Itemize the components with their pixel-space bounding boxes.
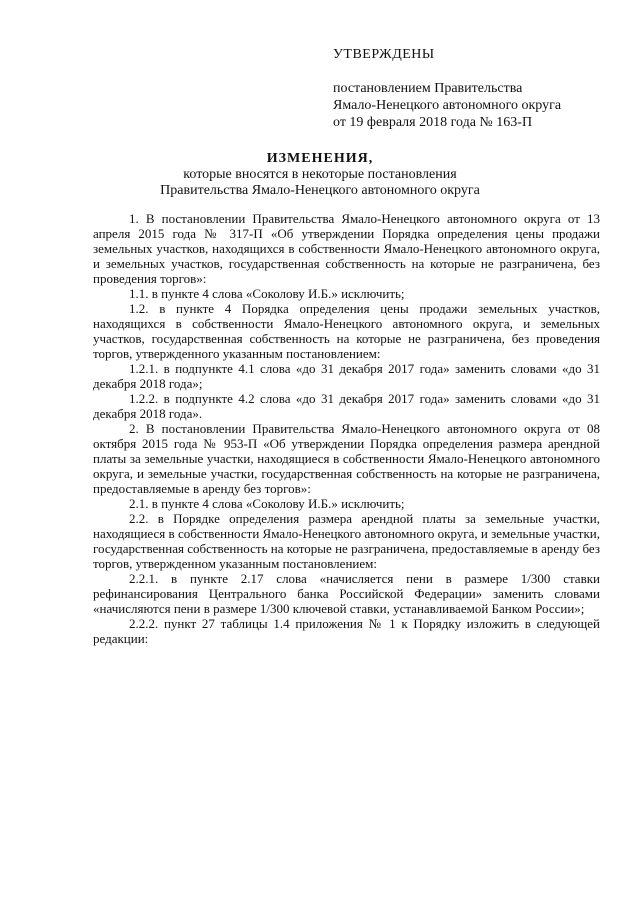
document-subtitle: которые вносятся в некоторые постановления [183, 167, 457, 182]
approval-line: постановлением Правительства [333, 81, 523, 96]
document-title-block [0, 151, 640, 199]
paragraph: 1.2.1. в подпункте 4.1 слова «до 31 декабря 2017 года» заменить словами «до 31 декабря 2018 года»; [93, 361, 600, 391]
document-body [93, 211, 600, 646]
document-title: ИЗМЕНЕНИЯ, [266, 151, 374, 166]
paragraph: 1.2. в пункте 4 Порядка определения цены продажи земельных участков, находящихся в собственности Ямало-Ненецкого автономного округа, и земельных участков, государственная собственность на которые не разграничена, без проведения торгов, утвержденного указанным постановлением: [93, 301, 600, 361]
paragraph: 2.2. в Порядке определения размера арендной платы за земельные участки, находящиеся в собственности Ямало-Ненецкого автономного округа, и земельные участки, государственная собственность на которые не разграничена, предоставляемые в аренду без торгов, утвержденном указанным постановлением: [93, 511, 600, 571]
paragraph: 2.2.1. в пункте 2.17 слова «начисляется пени в размере 1/300 ставки рефинансирования Центрального банка Российской Федерации» заменить словами «начисляются пени в размере 1/300 ключевой ставки, устанавливаемой Банком России»; [93, 571, 600, 616]
paragraph: 2.1. в пункте 4 слова «Соколову И.Б.» исключить; [129, 496, 405, 511]
paragraph: 2.2.2. пункт 27 таблицы 1.4 приложения № 1 к Порядку изложить в следующей редакции: [93, 616, 600, 646]
paragraph: 1.1. в пункте 4 слова «Соколову И.Б.» исключить; [129, 286, 405, 301]
paragraph: 2. В постановлении Правительства Ямало-Ненецкого автономного округа от 08 октября 2015 года № 953-П «Об утверждении Порядка определения размера арендной платы за земельные участки, находящиеся в собственности Ямало-Ненецкого автономного округа, и земельные участки, государственная собственность на которые не разграничена, предоставляемые в аренду без торгов»: [93, 421, 600, 496]
approval-block [333, 46, 561, 131]
approval-heading: УТВЕРЖДЕНЫ [333, 47, 435, 62]
document-subtitle: Правительства Ямало-Ненецкого автономного округа [160, 183, 480, 198]
approval-line: Ямало-Ненецкого автономного округа [333, 98, 562, 113]
paragraph: 1. В постановлении Правительства Ямало-Ненецкого автономного округа от 13 апреля 2015 года № 317-П «Об утверждении Порядка определения цены продажи земельных участков, находящихся в собственности Ямало-Ненецкого автономного округа, и земельных участков, государственная собственность на которые не разграничена, без проведения торгов»: [93, 211, 600, 286]
paragraph: 1.2.2. в подпункте 4.2 слова «до 31 декабря 2017 года» заменить словами «до 31 декабря 2018 года». [93, 391, 600, 421]
approval-line: от 19 февраля 2018 года № 163-П [333, 115, 533, 130]
